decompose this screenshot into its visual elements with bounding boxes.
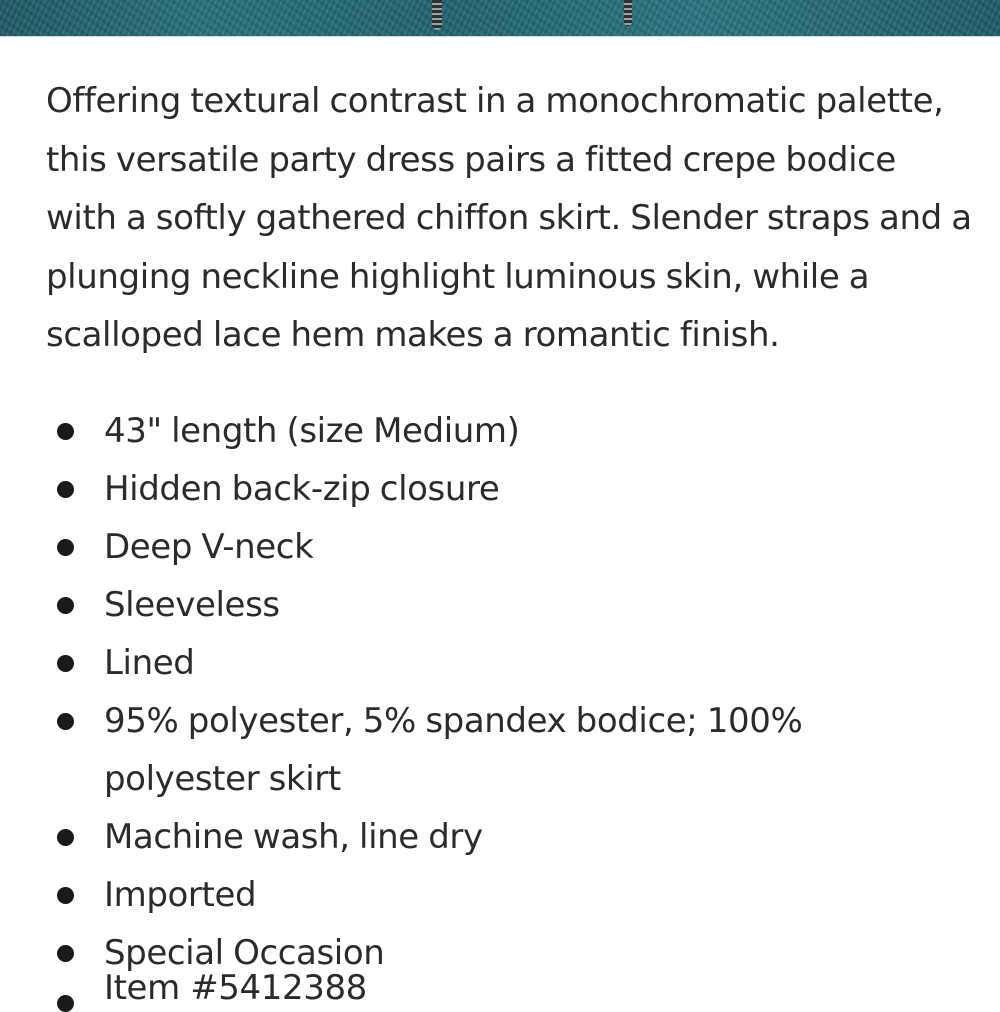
bullet-icon bbox=[57, 945, 74, 962]
list-item bbox=[0, 808, 804, 866]
bullet-icon bbox=[57, 481, 74, 498]
item-number-text: Item #5412388 bbox=[104, 968, 367, 1008]
bullet-icon bbox=[57, 995, 74, 1012]
bullet-icon bbox=[57, 539, 74, 556]
feature-text: Hidden back-zip closure bbox=[104, 469, 500, 509]
product-description: Offering textural contrast in a monochromatic palette, this versatile party dress pairs a fitted crepe bodice with a softly gathered chiffon skirt. Slender straps and a plunging neckline highlight luminous skin, while a scalloped lace hem makes a romantic finish. bbox=[46, 81, 972, 355]
bullet-icon bbox=[57, 655, 74, 672]
feature-text: 95% polyester, 5% spandex bodice; 100% polyester skirt bbox=[104, 701, 803, 799]
feature-text: Special Occasion bbox=[104, 933, 385, 973]
list-item bbox=[0, 402, 804, 460]
list-item bbox=[0, 460, 804, 518]
bullet-icon bbox=[57, 597, 74, 614]
feature-text: Deep V-neck bbox=[104, 527, 314, 567]
bullet-icon bbox=[57, 887, 74, 904]
feature-text: Machine wash, line dry bbox=[104, 817, 483, 857]
feature-text: Lined bbox=[104, 643, 195, 683]
cut-off-list-item bbox=[0, 968, 1000, 1008]
list-item bbox=[0, 692, 804, 808]
list-item bbox=[0, 518, 804, 576]
product-photo-crop bbox=[0, 0, 1000, 37]
bullet-icon bbox=[57, 713, 74, 730]
feature-text: 43" length (size Medium) bbox=[104, 411, 520, 451]
zipper-pull-left bbox=[432, 0, 442, 30]
feature-list bbox=[0, 402, 1000, 982]
zipper-pull-right bbox=[624, 0, 632, 26]
list-item bbox=[0, 866, 804, 924]
feature-text: Sleeveless bbox=[104, 585, 280, 625]
feature-text: Imported bbox=[104, 875, 257, 915]
list-item bbox=[0, 576, 804, 634]
list-item bbox=[0, 634, 804, 692]
bullet-icon bbox=[57, 423, 74, 440]
bullet-icon bbox=[57, 829, 74, 846]
